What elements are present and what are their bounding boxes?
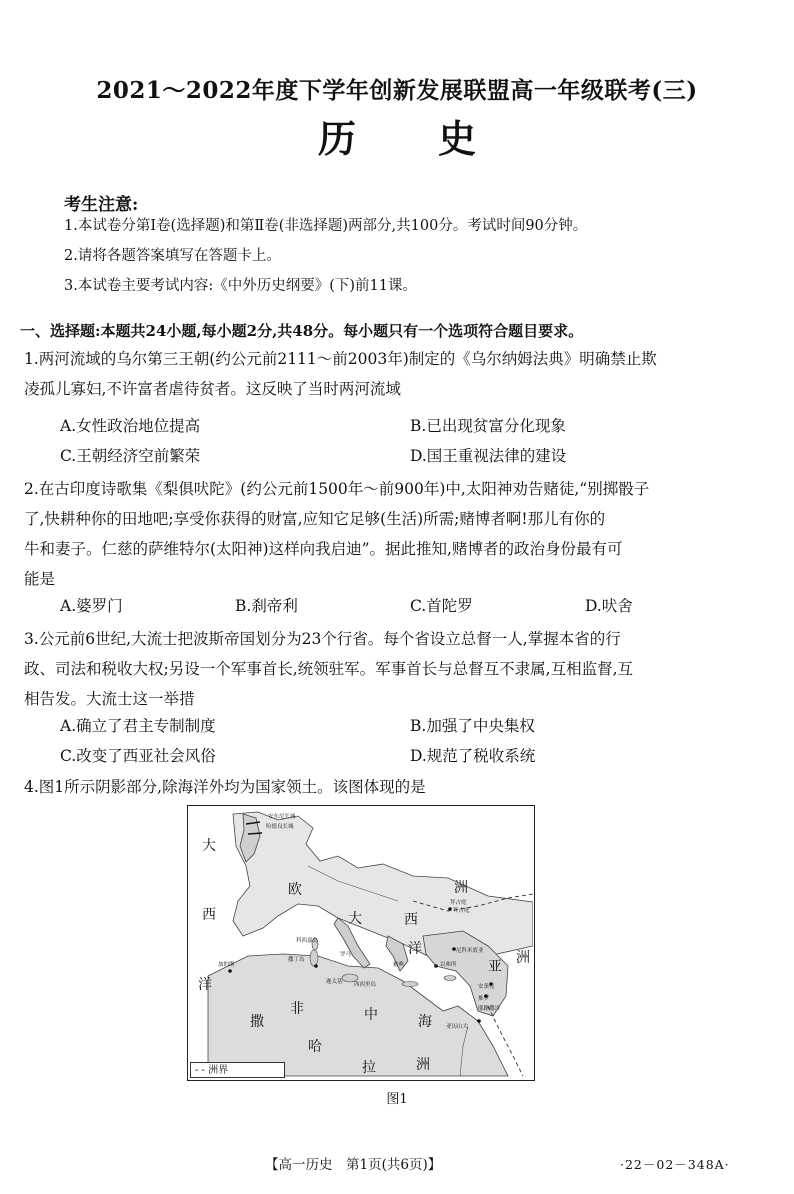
page-footer: 【高一历史 第1页(共6页)】 bbox=[265, 1157, 442, 1173]
map-label: 大 bbox=[202, 838, 216, 854]
map-label: 西 bbox=[202, 907, 216, 923]
map-label: 洋 bbox=[408, 941, 422, 957]
map-island-crete bbox=[402, 982, 418, 987]
map-city-dot bbox=[228, 969, 232, 973]
question-4 bbox=[24, 772, 774, 802]
map-label: 中 bbox=[364, 1007, 378, 1023]
map-place: 罗马 bbox=[340, 952, 352, 958]
option-c[interactable]: C.王朝经济空前繁荣 bbox=[60, 447, 201, 465]
exam-title: 2021～2022年度下学年创新发展联盟高一年级联考(三) bbox=[96, 77, 698, 104]
map-island-sicily bbox=[342, 974, 358, 982]
map-place: 西西里岛 bbox=[354, 982, 377, 988]
question-line: 相告发。大流士这一举措 bbox=[24, 690, 195, 708]
map-place: 亚历山大 bbox=[446, 1024, 469, 1030]
option-b[interactable]: B.已出现贫富分化现象 bbox=[410, 417, 566, 435]
map-label: 洋 bbox=[198, 977, 212, 993]
exam-code: ·22－02－348A· bbox=[620, 1157, 730, 1172]
notice-item: 1.本试卷分第Ⅰ卷(选择题)和第Ⅱ卷(非选择题)两部分,共100分。考试时间90分钟。 bbox=[64, 218, 588, 234]
map-label: 拉 bbox=[362, 1060, 376, 1076]
option-a[interactable]: A.女性政治地位提高 bbox=[60, 417, 201, 435]
option-a[interactable]: A.婆罗门 bbox=[60, 597, 123, 615]
question-3 bbox=[24, 624, 774, 714]
map-land-europe bbox=[233, 812, 533, 956]
map-place: 拜占庭 bbox=[453, 908, 470, 914]
map-label: 非 bbox=[290, 1001, 304, 1017]
map-place: 迦太基 bbox=[326, 979, 343, 985]
question-line: 政、司法和税收大权;另设一个军事首长,统领驻军。军事首长与总督互不隶属,互相监督,互 bbox=[24, 660, 634, 678]
map-place: 尼科米底亚 bbox=[456, 948, 484, 954]
option-d[interactable]: D.吠舍 bbox=[585, 597, 633, 615]
subject-title: 历史 bbox=[317, 116, 558, 161]
map-city-dot bbox=[434, 964, 438, 968]
question-line: 了,快耕种你的田地吧;享受你获得的财富,应知它足够(生活)所需;赌博者啊!那儿有你的 bbox=[24, 510, 606, 528]
map-place: 哈德良长城 bbox=[266, 824, 294, 830]
map-place: 科西嘉岛 bbox=[296, 938, 319, 944]
map-wall bbox=[248, 833, 262, 834]
option-b[interactable]: B.加强了中央集权 bbox=[410, 717, 535, 735]
question-line: 凌孤儿寡妇,不许富者虐待贫者。这反映了当时两河流域 bbox=[24, 380, 401, 398]
map-city-dot bbox=[477, 1019, 481, 1023]
map-place: 拜占庭 bbox=[450, 900, 467, 906]
map-label: 欧 bbox=[288, 882, 302, 898]
map-city-dot bbox=[314, 964, 318, 968]
map-island-cyprus bbox=[444, 976, 456, 981]
option-d[interactable]: D.国王重视法律的建设 bbox=[410, 447, 567, 465]
option-c[interactable]: C.首陀罗 bbox=[410, 597, 473, 615]
option-d[interactable]: D.规范了税收系统 bbox=[410, 747, 536, 765]
question-line: 1.两河流域的乌尔第三王朝(约公元前2111～前2003年)制定的《乌尔纳姆法典》明确禁止欺 bbox=[24, 350, 657, 368]
map-place: 推罗 bbox=[478, 996, 490, 1002]
map-label: 洲 bbox=[516, 950, 530, 966]
map-place: 雅典 bbox=[393, 962, 405, 968]
map-label: 撒 bbox=[250, 1014, 264, 1030]
map-label: 亚 bbox=[488, 959, 502, 975]
question-line: 能是 bbox=[24, 570, 56, 588]
map-image bbox=[188, 806, 533, 1079]
map-figure bbox=[187, 805, 535, 1081]
map-island-sardinia bbox=[310, 950, 318, 966]
legend-dash-icon: - - bbox=[195, 1065, 205, 1076]
figure-caption: 图1 bbox=[386, 1092, 408, 1107]
map-label: 大 bbox=[348, 911, 362, 927]
map-label: 洲 bbox=[454, 880, 468, 896]
question-1 bbox=[24, 344, 774, 404]
map-place: 安东尼长城 bbox=[268, 814, 296, 820]
map-legend bbox=[190, 1062, 285, 1078]
map-label: 哈 bbox=[308, 1039, 322, 1055]
map-label: 洲 bbox=[416, 1057, 430, 1073]
map-label: 海 bbox=[418, 1014, 432, 1030]
section-heading: 一、选择题:本题共24小题,每小题2分,共48分。每小题只有一个选项符合题目要求。 bbox=[20, 322, 584, 340]
map-label: 西 bbox=[404, 912, 418, 928]
option-c[interactable]: C.改变了西亚社会风俗 bbox=[60, 747, 216, 765]
legend-label: 洲界 bbox=[208, 1065, 229, 1076]
question-line: 3.公元前6世纪,大流士把波斯帝国划分为23个行省。每个省设立总督一人,掌握本省的行 bbox=[24, 630, 621, 648]
map-place: 以弗所 bbox=[440, 962, 457, 968]
option-a[interactable]: A.确立了君主专制制度 bbox=[60, 717, 216, 735]
option-b[interactable]: B.刹帝利 bbox=[235, 597, 298, 615]
map-place: 耶路撒冷 bbox=[478, 1006, 501, 1012]
map-place: 安条克 bbox=[478, 984, 495, 990]
notice-item: 2.请将各题答案填写在答题卡上。 bbox=[64, 248, 281, 264]
question-line: 2.在古印度诗歌集《梨俱吠陀》(约公元前1500年～前900年)中,太阳神劝告赌徒,“别掷骰子 bbox=[24, 480, 650, 498]
map-place: 加的斯 bbox=[218, 962, 235, 968]
notice-heading: 考生注意: bbox=[64, 195, 139, 215]
notice-item: 3.本试卷主要考试内容:《中外历史纲要》(下)前11课。 bbox=[64, 278, 417, 294]
map-place: 撒丁岛 bbox=[288, 957, 305, 963]
question-line: 牛和妻子。仁慈的萨维特尔(太阳神)这样向我启迪”。据此推知,赌博者的政治身份最有可 bbox=[24, 540, 623, 558]
question-2 bbox=[24, 474, 774, 594]
question-line: 4.图1所示阴影部分,除海洋外均为国家领土。该图体现的是 bbox=[24, 778, 426, 796]
map-city-dot bbox=[448, 907, 452, 911]
